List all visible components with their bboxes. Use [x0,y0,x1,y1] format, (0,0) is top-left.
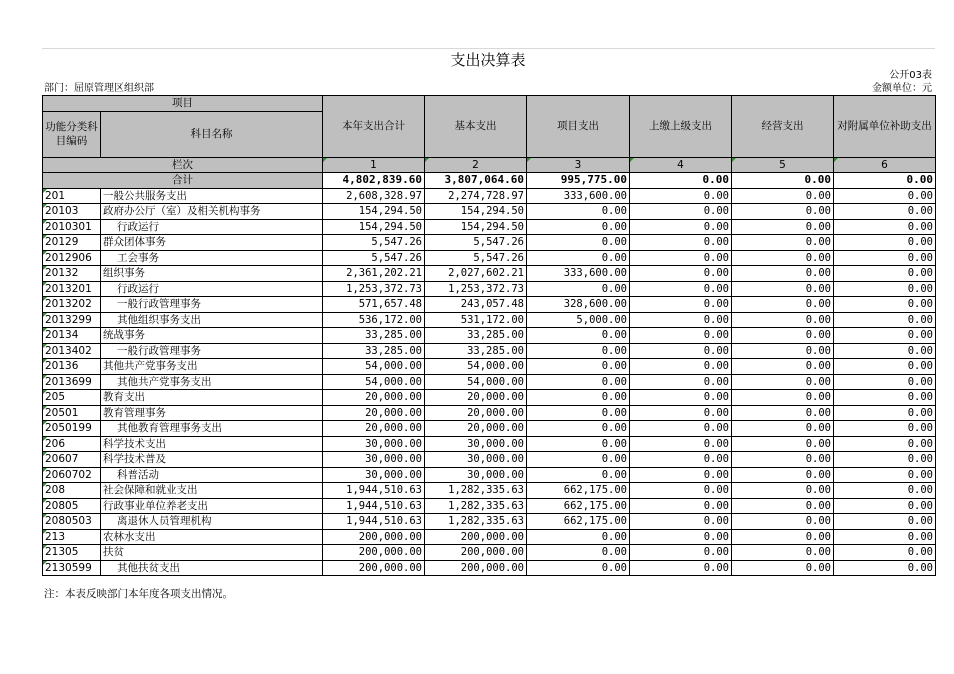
amount-cell[interactable]: 0.00 [732,281,834,297]
amount-cell[interactable]: 0.00 [834,343,936,359]
subject-name-cell[interactable]: 其他扶贫支出 [101,560,323,576]
table-row [43,436,936,452]
amount-cell[interactable]: 0.00 [732,188,834,204]
amount-cell[interactable]: 0.00 [630,498,732,514]
amount-cell[interactable]: 0.00 [630,281,732,297]
table-row [43,204,936,220]
func-code-cell[interactable]: 208 [43,483,101,499]
amount-cell[interactable]: 0.00 [630,266,732,282]
amount-unit: 金额单位：元 [872,83,932,94]
amount-cell[interactable]: 0.00 [834,219,936,235]
amount-cell[interactable]: 0.00 [630,312,732,328]
amount-cell[interactable]: 0.00 [630,359,732,375]
amount-cell[interactable]: 0.00 [834,498,936,514]
func-code-cell[interactable]: 20132 [43,266,101,282]
amount-cell[interactable]: 0.00 [732,359,834,375]
header-subject-name[interactable]: 科目名称 [101,111,323,157]
amount-cell[interactable]: 0.00 [732,529,834,545]
amount-cell[interactable]: 154,294.50 [323,204,425,220]
amount-cell[interactable]: 1,944,510.63 [323,483,425,499]
amount-cell[interactable]: 0.00 [630,204,732,220]
table-row [43,328,936,344]
colnum-1[interactable]: 1 [323,157,425,173]
func-code-cell[interactable]: 2012906 [43,250,101,266]
amount-cell[interactable]: 0.00 [732,545,834,561]
amount-cell[interactable]: 0.00 [834,467,936,483]
amount-cell[interactable]: 5,547.26 [323,235,425,251]
amount-cell[interactable]: 0.00 [732,467,834,483]
table-row [43,343,936,359]
subject-name-cell[interactable]: 行政运行 [101,219,323,235]
amount-cell[interactable]: 0.00 [732,266,834,282]
func-code-cell[interactable]: 2013201 [43,281,101,297]
amount-cell[interactable]: 0.00 [630,436,732,452]
subject-name-cell[interactable]: 科学技术支出 [101,436,323,452]
total-value[interactable]: 3,807,064.60 [425,173,527,189]
amount-cell[interactable]: 0.00 [630,390,732,406]
table-row [43,545,936,561]
func-code-cell[interactable]: 21305 [43,545,101,561]
subject-name-cell[interactable]: 教育管理事务 [101,405,323,421]
amount-cell[interactable]: 200,000.00 [425,560,527,576]
total-row [43,173,936,189]
amount-cell[interactable]: 54,000.00 [425,359,527,375]
amount-cell[interactable]: 662,175.00 [527,483,630,499]
func-code-cell[interactable]: 2013202 [43,297,101,313]
amount-cell[interactable]: 0.00 [834,529,936,545]
amount-cell[interactable]: 0.00 [732,250,834,266]
table-row [43,374,936,390]
subject-name-cell[interactable]: 其他组织事务支出 [101,312,323,328]
amount-cell[interactable]: 0.00 [630,343,732,359]
amount-cell[interactable]: 531,172.00 [425,312,527,328]
header-subsidy[interactable]: 对附属单位补助支出 [834,96,936,158]
table-row [43,421,936,437]
amount-cell[interactable]: 0.00 [630,235,732,251]
header-total[interactable]: 本年支出合计 [323,96,425,158]
subject-name-cell[interactable]: 社会保障和就业支出 [101,483,323,499]
amount-cell[interactable]: 0.00 [527,405,630,421]
amount-cell[interactable]: 0.00 [527,281,630,297]
amount-cell[interactable]: 0.00 [630,529,732,545]
subject-name-cell[interactable]: 一般行政管理事务 [101,343,323,359]
header-item[interactable]: 项目 [43,96,323,112]
amount-cell[interactable]: 20,000.00 [323,421,425,437]
table-note: 注：本表反映部门本年度各项支出情况。 [44,588,233,600]
amount-cell[interactable]: 0.00 [630,405,732,421]
amount-cell[interactable]: 30,000.00 [425,467,527,483]
amount-cell[interactable]: 0.00 [630,421,732,437]
amount-cell[interactable]: 0.00 [527,359,630,375]
amount-cell[interactable]: 20,000.00 [425,405,527,421]
colnum-3[interactable]: 3 [527,157,630,173]
subject-name-cell[interactable]: 政府办公厅（室）及相关机构事务 [101,204,323,220]
amount-cell[interactable]: 0.00 [834,235,936,251]
amount-cell[interactable]: 0.00 [732,390,834,406]
total-value[interactable]: 0.00 [732,173,834,189]
amount-cell[interactable]: 30,000.00 [425,452,527,468]
func-code-cell[interactable]: 20805 [43,498,101,514]
amount-cell[interactable]: 0.00 [630,452,732,468]
amount-cell[interactable]: 0.00 [732,343,834,359]
header-business[interactable]: 经营支出 [732,96,834,158]
subject-name-cell[interactable]: 科普活动 [101,467,323,483]
amount-cell[interactable]: 33,285.00 [323,343,425,359]
amount-cell[interactable]: 0.00 [834,514,936,530]
amount-cell[interactable]: 0.00 [527,328,630,344]
amount-cell[interactable]: 0.00 [630,560,732,576]
amount-cell[interactable]: 0.00 [834,405,936,421]
header-basic[interactable]: 基本支出 [425,96,527,158]
amount-cell[interactable]: 0.00 [732,498,834,514]
subject-name-cell[interactable]: 教育支出 [101,390,323,406]
subject-name-cell[interactable]: 农林水支出 [101,529,323,545]
amount-cell[interactable]: 0.00 [732,297,834,313]
amount-cell[interactable]: 662,175.00 [527,498,630,514]
amount-cell[interactable]: 0.00 [732,514,834,530]
func-code-cell[interactable]: 2060702 [43,467,101,483]
table-row [43,498,936,514]
table-row [43,405,936,421]
total-value[interactable]: 995,775.00 [527,173,630,189]
amount-cell[interactable]: 154,294.50 [425,204,527,220]
amount-cell[interactable]: 5,547.26 [425,235,527,251]
table-row [43,266,936,282]
amount-cell[interactable]: 0.00 [834,250,936,266]
amount-cell[interactable]: 0.00 [527,560,630,576]
func-code-cell[interactable]: 20103 [43,204,101,220]
table-row [43,359,936,375]
amount-cell[interactable]: 0.00 [630,545,732,561]
amount-cell[interactable]: 571,657.48 [323,297,425,313]
amount-cell[interactable]: 0.00 [527,219,630,235]
amount-cell[interactable]: 0.00 [527,545,630,561]
amount-cell[interactable]: 30,000.00 [323,436,425,452]
amount-cell[interactable]: 1,282,335.63 [425,514,527,530]
subject-name-cell[interactable]: 工会事务 [101,250,323,266]
amount-cell[interactable]: 662,175.00 [527,514,630,530]
amount-cell[interactable]: 0.00 [834,188,936,204]
table-row [43,250,936,266]
subject-name-cell[interactable]: 一般行政管理事务 [101,297,323,313]
department-label: 部门：屈原管理区组织部 [44,83,154,94]
amount-cell[interactable]: 0.00 [732,436,834,452]
amount-cell[interactable]: 0.00 [630,467,732,483]
subject-name-cell[interactable]: 行政运行 [101,281,323,297]
amount-cell[interactable]: 1,253,372.73 [425,281,527,297]
amount-cell[interactable]: 0.00 [732,405,834,421]
amount-cell[interactable]: 0.00 [732,204,834,220]
subject-name-cell[interactable]: 其他共产党事务支出 [101,374,323,390]
amount-cell[interactable]: 20,000.00 [323,405,425,421]
amount-cell[interactable]: 0.00 [834,545,936,561]
total-value[interactable]: 0.00 [630,173,732,189]
amount-cell[interactable]: 1,282,335.63 [425,498,527,514]
amount-cell[interactable]: 0.00 [732,219,834,235]
amount-cell[interactable]: 2,027,602.21 [425,266,527,282]
amount-cell[interactable]: 0.00 [527,467,630,483]
amount-cell[interactable]: 0.00 [527,250,630,266]
subject-name-cell[interactable]: 其他共产党事务支出 [101,359,323,375]
subject-name-cell[interactable]: 行政事业单位养老支出 [101,498,323,514]
subject-name-cell[interactable]: 统战事务 [101,328,323,344]
func-code-cell[interactable]: 2080503 [43,514,101,530]
amount-cell[interactable]: 200,000.00 [425,545,527,561]
amount-cell[interactable]: 0.00 [630,250,732,266]
total-label[interactable]: 合计 [43,173,323,189]
amount-cell[interactable]: 1,282,335.63 [425,483,527,499]
table-row [43,452,936,468]
amount-cell[interactable]: 30,000.00 [425,436,527,452]
colnum-5[interactable]: 5 [732,157,834,173]
amount-cell[interactable]: 0.00 [834,359,936,375]
amount-cell[interactable]: 30,000.00 [323,452,425,468]
amount-cell[interactable]: 1,944,510.63 [323,514,425,530]
func-code-cell[interactable]: 201 [43,188,101,204]
total-value[interactable]: 4,802,839.60 [323,173,425,189]
func-code-cell[interactable]: 20134 [43,328,101,344]
table-row [43,312,936,328]
amount-cell[interactable]: 200,000.00 [323,545,425,561]
table-row [43,219,936,235]
amount-cell[interactable]: 0.00 [834,328,936,344]
func-code-cell[interactable]: 2013299 [43,312,101,328]
table-row [43,483,936,499]
expenditure-table [42,95,936,576]
table-row [43,297,936,313]
amount-cell[interactable]: 243,057.48 [425,297,527,313]
amount-cell[interactable]: 0.00 [630,188,732,204]
amount-cell[interactable]: 54,000.00 [323,359,425,375]
amount-cell[interactable]: 0.00 [527,390,630,406]
header-colnum-label[interactable]: 栏次 [43,157,323,173]
amount-cell[interactable]: 0.00 [834,560,936,576]
amount-cell[interactable]: 33,285.00 [425,343,527,359]
table-row [43,467,936,483]
amount-cell[interactable]: 154,294.50 [425,219,527,235]
amount-cell[interactable]: 0.00 [834,483,936,499]
amount-cell[interactable]: 0.00 [834,204,936,220]
amount-cell[interactable]: 0.00 [732,374,834,390]
amount-cell[interactable]: 0.00 [834,421,936,437]
amount-cell[interactable]: 54,000.00 [323,374,425,390]
amount-cell[interactable]: 536,172.00 [323,312,425,328]
table-title: 支出决算表 [450,51,526,69]
subject-name-cell[interactable]: 扶贫 [101,545,323,561]
amount-cell[interactable]: 0.00 [527,529,630,545]
amount-cell[interactable]: 200,000.00 [323,529,425,545]
amount-cell[interactable]: 0.00 [527,343,630,359]
table-row [43,235,936,251]
amount-cell[interactable]: 0.00 [630,483,732,499]
amount-cell[interactable]: 33,285.00 [323,328,425,344]
colnum-2[interactable]: 2 [425,157,527,173]
table-row [43,281,936,297]
amount-cell[interactable]: 33,285.00 [425,328,527,344]
amount-cell[interactable]: 0.00 [834,390,936,406]
amount-cell[interactable]: 154,294.50 [323,219,425,235]
func-code-cell[interactable]: 20129 [43,235,101,251]
func-code-cell[interactable]: 2130599 [43,560,101,576]
colnum-6[interactable]: 6 [834,157,936,173]
amount-cell[interactable]: 5,000.00 [527,312,630,328]
amount-cell[interactable]: 0.00 [630,328,732,344]
table-row [43,560,936,576]
form-number: 公开03表 [889,70,932,81]
amount-cell[interactable]: 0.00 [732,560,834,576]
amount-cell[interactable]: 0.00 [732,328,834,344]
amount-cell[interactable]: 0.00 [834,266,936,282]
amount-cell[interactable]: 0.00 [834,436,936,452]
amount-cell[interactable]: 0.00 [834,452,936,468]
amount-cell[interactable]: 0.00 [630,297,732,313]
amount-cell[interactable]: 333,600.00 [527,266,630,282]
amount-cell[interactable]: 0.00 [732,452,834,468]
amount-cell[interactable]: 0.00 [834,312,936,328]
amount-cell[interactable]: 0.00 [630,514,732,530]
amount-cell[interactable]: 20,000.00 [425,390,527,406]
table-row [43,390,936,406]
amount-cell[interactable]: 0.00 [732,235,834,251]
amount-cell[interactable]: 2,361,202.21 [323,266,425,282]
amount-cell[interactable]: 200,000.00 [425,529,527,545]
amount-cell[interactable]: 0.00 [527,204,630,220]
subject-name-cell[interactable]: 其他教育管理事务支出 [101,421,323,437]
table-row [43,188,936,204]
func-code-cell[interactable]: 20501 [43,405,101,421]
subject-name-cell[interactable]: 群众团体事务 [101,235,323,251]
func-code-cell[interactable]: 2010301 [43,219,101,235]
amount-cell[interactable]: 0.00 [834,374,936,390]
header-upper[interactable]: 上缴上级支出 [630,96,732,158]
func-code-cell[interactable]: 2050199 [43,421,101,437]
amount-cell[interactable]: 0.00 [527,436,630,452]
amount-cell[interactable]: 0.00 [527,235,630,251]
subject-name-cell[interactable]: 一般公共服务支出 [101,188,323,204]
amount-cell[interactable]: 0.00 [834,281,936,297]
amount-cell[interactable]: 2,608,328.97 [323,188,425,204]
func-code-cell[interactable]: 20136 [43,359,101,375]
table-row [43,529,936,545]
amount-cell[interactable]: 328,600.00 [527,297,630,313]
amount-cell[interactable]: 333,600.00 [527,188,630,204]
func-code-cell[interactable]: 213 [43,529,101,545]
colnum-4[interactable]: 4 [630,157,732,173]
amount-cell[interactable]: 20,000.00 [425,421,527,437]
table-row [43,514,936,530]
header-project[interactable]: 项目支出 [527,96,630,158]
amount-cell[interactable]: 0.00 [630,374,732,390]
amount-cell[interactable]: 0.00 [732,312,834,328]
amount-cell[interactable]: 200,000.00 [323,560,425,576]
amount-cell[interactable]: 0.00 [527,452,630,468]
subject-name-cell[interactable]: 组织事务 [101,266,323,282]
amount-cell[interactable]: 2,274,728.97 [425,188,527,204]
amount-cell[interactable]: 0.00 [630,219,732,235]
amount-cell[interactable]: 0.00 [732,421,834,437]
amount-cell[interactable]: 0.00 [527,374,630,390]
func-code-cell[interactable]: 20607 [43,452,101,468]
amount-cell[interactable]: 0.00 [527,421,630,437]
func-code-cell[interactable]: 205 [43,390,101,406]
subject-name-cell[interactable]: 离退休人员管理机构 [101,514,323,530]
amount-cell[interactable]: 1,253,372.73 [323,281,425,297]
amount-cell[interactable]: 20,000.00 [323,390,425,406]
subject-name-cell[interactable]: 科学技术普及 [101,452,323,468]
amount-cell[interactable]: 0.00 [732,483,834,499]
header-func-code[interactable]: 功能分类科目编码 [43,111,101,157]
amount-cell[interactable]: 54,000.00 [425,374,527,390]
func-code-cell[interactable]: 2013699 [43,374,101,390]
amount-cell[interactable]: 0.00 [834,297,936,313]
total-value[interactable]: 0.00 [834,173,936,189]
func-code-cell[interactable]: 206 [43,436,101,452]
amount-cell[interactable]: 1,944,510.63 [323,498,425,514]
func-code-cell[interactable]: 2013402 [43,343,101,359]
amount-cell[interactable]: 30,000.00 [323,467,425,483]
amount-cell[interactable]: 5,547.26 [425,250,527,266]
amount-cell[interactable]: 5,547.26 [323,250,425,266]
